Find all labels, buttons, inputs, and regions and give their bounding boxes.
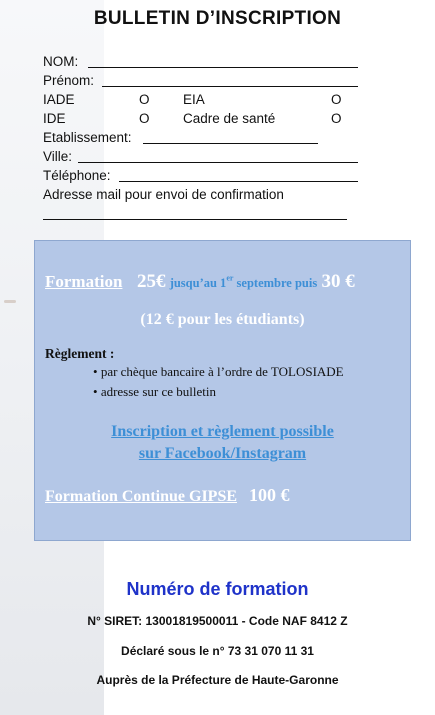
nom-label: NOM: (43, 54, 79, 69)
until-date-sup: er (226, 273, 234, 283)
declaration-line: Déclaré sous le n° 73 31 070 11 31 (121, 644, 314, 658)
nom-field[interactable] (88, 67, 358, 68)
telephone-field[interactable] (119, 181, 358, 182)
training-number-heading: Numéro de formation (126, 579, 309, 599)
until-date-suffix: septembre puis (233, 276, 318, 290)
until-date-prefix: jusqu’au 1 (169, 276, 227, 290)
etablissement-field[interactable] (143, 143, 318, 144)
email-field[interactable] (43, 219, 347, 220)
formation-price: 25€ (136, 271, 166, 292)
ville-field[interactable] (78, 162, 358, 163)
payment-item-text: adresse sur ce bulletin (100, 384, 216, 399)
formation-price-line (45, 271, 355, 293)
etablissement-label: Etablissement: (43, 130, 132, 145)
pricing-box (34, 240, 411, 541)
payment-item: • par chèque bancaire à l’ordre de TOLOSIADE (93, 364, 344, 379)
email-label: Adresse mail pour envoi de confirmation (43, 187, 284, 202)
prenom-field[interactable] (102, 86, 358, 87)
option-ide-checkbox[interactable]: O (139, 111, 150, 126)
option-cadre-label: Cadre de santé (183, 111, 276, 126)
formation-price-after: 30 € (321, 271, 355, 292)
option-cadre-checkbox[interactable]: O (331, 111, 342, 126)
payment-title: Règlement : (45, 346, 115, 361)
formation-label: Formation (45, 272, 123, 291)
continuing-education-line (45, 485, 290, 506)
payment-item-text: par chèque bancaire à l’ordre de TOLOSIADE (100, 364, 344, 379)
option-iade-checkbox[interactable]: O (139, 92, 150, 107)
option-iade-label: IADE (43, 92, 75, 107)
ville-label: Ville: (43, 149, 73, 164)
option-ide-label: IDE (43, 111, 66, 126)
prenom-label: Prénom: (43, 73, 95, 88)
option-eia-label: EIA (183, 92, 205, 107)
telephone-label: Téléphone: (43, 168, 111, 183)
social-media-link[interactable]: sur Facebook/Instagram (138, 445, 307, 462)
form-title: BULLETIN D’INSCRIPTION (93, 8, 342, 29)
continue-label: Formation Continue GIPSE (45, 488, 238, 505)
continue-price: 100 € (249, 485, 290, 505)
option-eia-checkbox[interactable]: O (331, 92, 342, 107)
prefecture-line: Auprès de la Préfecture de Haute-Garonne (96, 673, 339, 687)
payment-item: • adresse sur ce bulletin (93, 384, 216, 399)
student-price: (12 € pour les étudiants) (140, 311, 305, 328)
online-registration-link[interactable]: Inscription et règlement possible (111, 423, 334, 440)
siret-line: N° SIRET: 13001819500011 - Code NAF 8412 Z (87, 614, 348, 628)
